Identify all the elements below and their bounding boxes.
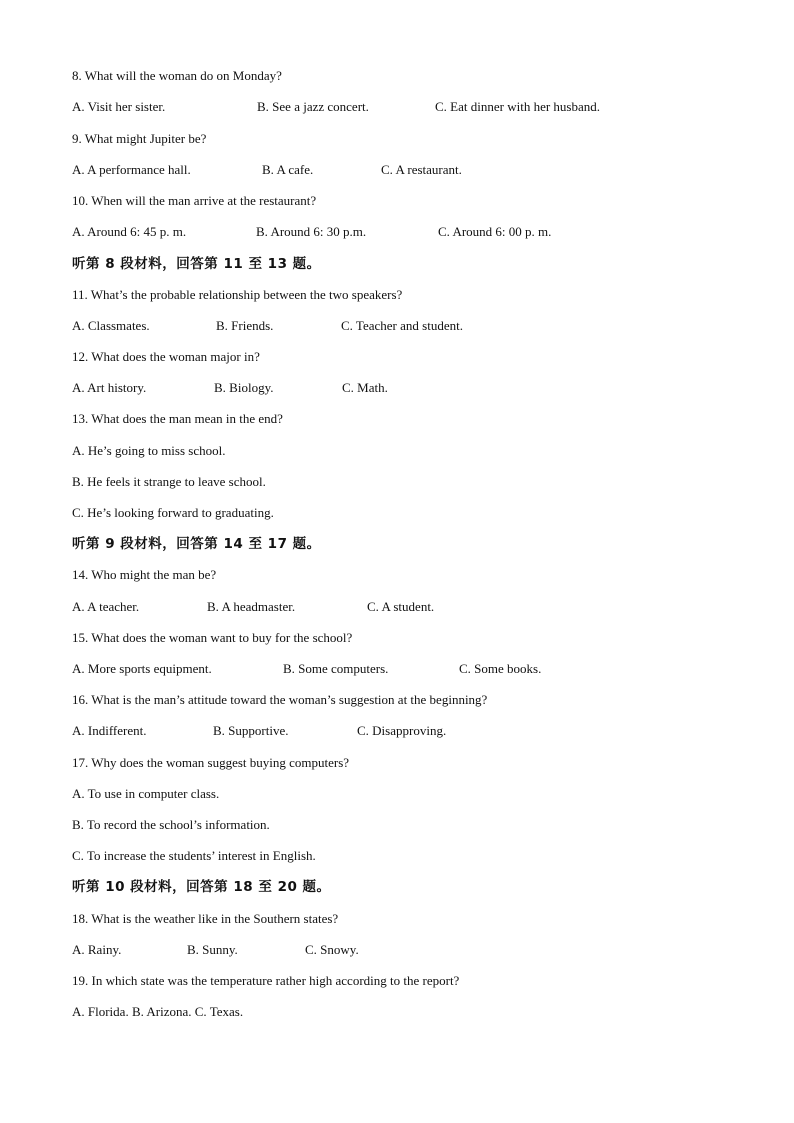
option-13-a: A. He’s going to miss school. — [72, 443, 226, 458]
option-8-a: A. Visit her sister. — [72, 99, 166, 114]
section-heading-9: 听第 9 段材料，回答第 14 至 17 题。 — [72, 536, 321, 552]
option-14-a: A. A teacher. — [72, 599, 140, 614]
option-12-c: C. Math. — [342, 380, 388, 395]
option-9-b: B. A cafe. — [262, 162, 314, 177]
question-17: 17. Why does the woman suggest buying computers? — [72, 755, 350, 770]
question-10: 10. When will the man arrive at the restaurant? — [72, 193, 317, 208]
option-13-c: C. He’s looking forward to graduating. — [72, 505, 274, 520]
option-12-a: A. Art history. — [72, 380, 147, 395]
option-16-a: A. Indifferent. — [72, 723, 147, 738]
option-8-c: C. Eat dinner with her husband. — [435, 99, 600, 114]
option-11-b: B. Friends. — [216, 318, 274, 333]
option-15-b: B. Some computers. — [283, 661, 389, 676]
option-17-b: B. To record the school’s information. — [72, 817, 270, 832]
option-18-b: B. Sunny. — [187, 942, 238, 957]
option-13-b: B. He feels it strange to leave school. — [72, 474, 266, 489]
option-18-a: A. Rainy. — [72, 942, 122, 957]
question-11: 11. What’s the probable relationship between the two speakers? — [72, 287, 403, 302]
question-9: 9. What might Jupiter be? — [72, 131, 207, 146]
question-18: 18. What is the weather like in the Southern states? — [72, 911, 339, 926]
option-12-b: B. Biology. — [214, 380, 274, 395]
option-16-c: C. Disapproving. — [357, 723, 447, 738]
option-9-a: A. A performance hall. — [72, 162, 191, 177]
question-15: 15. What does the woman want to buy for the school? — [72, 630, 353, 645]
options-19: A. Florida. B. Arizona. C. Texas. — [72, 1004, 244, 1019]
option-16-b: B. Supportive. — [213, 723, 289, 738]
section-heading-8: 听第 8 段材料，回答第 11 至 13 题。 — [72, 256, 321, 272]
option-8-b: B. See a jazz concert. — [257, 99, 369, 114]
option-15-c: C. Some books. — [459, 661, 542, 676]
option-10-b: B. Around 6: 30 p.m. — [256, 224, 367, 239]
option-10-a: A. Around 6: 45 p. m. — [72, 224, 187, 239]
option-15-a: A. More sports equipment. — [72, 661, 212, 676]
option-14-c: C. A student. — [367, 599, 435, 614]
option-18-c: C. Snowy. — [305, 942, 359, 957]
section-heading-10: 听第 10 段材料，回答第 18 至 20 题。 — [72, 879, 331, 895]
option-17-c: C. To increase the students’ interest in English. — [72, 848, 316, 863]
option-9-c: C. A restaurant. — [381, 162, 462, 177]
question-8: 8. What will the woman do on Monday? — [72, 68, 282, 83]
option-11-c: C. Teacher and student. — [341, 318, 463, 333]
question-12: 12. What does the woman major in? — [72, 349, 260, 364]
question-13: 13. What does the man mean in the end? — [72, 411, 283, 426]
question-16: 16. What is the man’s attitude toward the woman’s suggestion at the beginning? — [72, 692, 488, 707]
option-17-a: A. To use in computer class. — [72, 786, 220, 801]
question-14: 14. Who might the man be? — [72, 567, 217, 582]
question-19: 19. In which state was the temperature rather high according to the report? — [72, 973, 460, 988]
option-11-a: A. Classmates. — [72, 318, 150, 333]
option-10-c: C. Around 6: 00 p. m. — [438, 224, 552, 239]
option-14-b: B. A headmaster. — [207, 599, 296, 614]
